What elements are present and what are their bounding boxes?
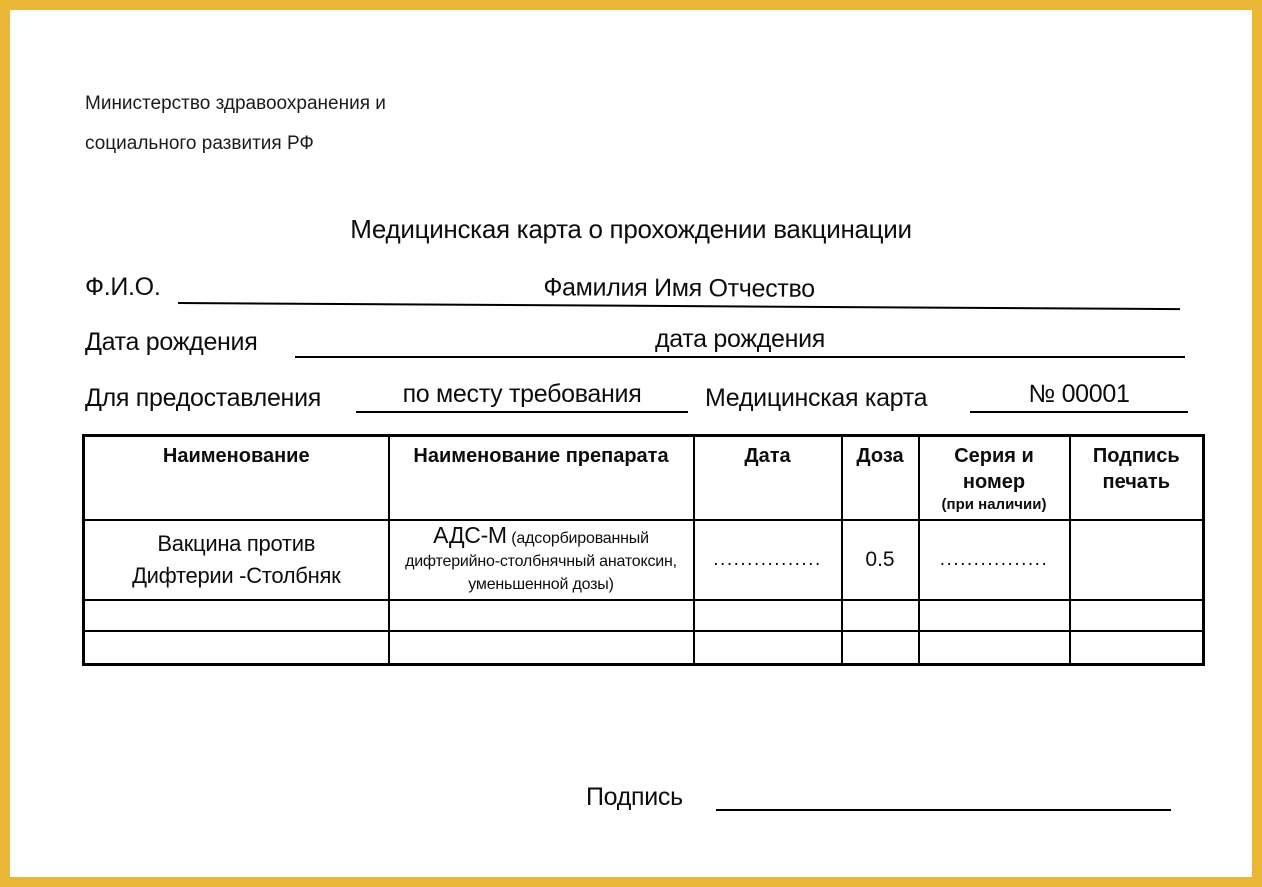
cell-vaccine-name (84, 520, 389, 600)
empty-cell-series[interactable] (919, 631, 1070, 665)
vaccination-table (82, 434, 1205, 666)
birth-date-input-line[interactable] (295, 325, 1185, 358)
table-row-vaccine (84, 520, 1204, 600)
cell-date[interactable]: ................ (694, 520, 842, 600)
vaccine-name-line-2: Дифтерии -Столбняк (132, 562, 341, 588)
fio-input-line[interactable] (178, 270, 1180, 310)
header-dose (842, 436, 919, 520)
header-date (694, 436, 842, 520)
header-drug-label: Наименование препарата (413, 445, 669, 467)
signature-input-line[interactable] (716, 778, 1171, 811)
provided-for-input-line[interactable] (356, 381, 688, 413)
card-number-input-line[interactable] (970, 381, 1188, 413)
empty-cell-drug[interactable] (389, 600, 694, 631)
header-name (84, 436, 389, 520)
empty-cell-series[interactable] (919, 600, 1070, 631)
document-title: Медицинская карта о прохождении вакцинации (350, 214, 912, 244)
vaccine-name-line-1: Вакцина против (157, 530, 316, 556)
header-series-line-1: Серия и (954, 445, 1034, 467)
drug-name: АДС-М (433, 521, 507, 548)
signature-label: Подпись (586, 783, 683, 811)
drug-description: (адсорбированный дифтерийно-столбнячный анатоксин, уменьшенной дозы) (405, 529, 677, 593)
header-signature-line-2: печать (1102, 471, 1171, 493)
provided-for-value: по месту требования (402, 380, 642, 408)
cell-series[interactable]: ................ (919, 520, 1070, 600)
header-series-note: (при наличии) (941, 496, 1047, 513)
fio-value: Фамилия Имя Отчество (543, 273, 815, 303)
cell-dose: 0.5 (842, 520, 919, 600)
empty-cell-name[interactable] (84, 631, 389, 665)
cell-drug-name (389, 520, 694, 600)
table-header-row (84, 436, 1204, 520)
ministry-line-1: Министерство здравоохранения и (85, 93, 386, 114)
empty-cell-dose[interactable] (842, 600, 919, 631)
empty-cell-date[interactable] (694, 631, 842, 665)
birth-date-value: дата рождения (654, 325, 826, 353)
empty-cell-name[interactable] (84, 600, 389, 631)
header-signature-line-1: Подпись (1092, 445, 1180, 467)
medical-card-label: Медицинская карта (705, 384, 928, 412)
cell-signature-stamp[interactable] (1070, 520, 1204, 600)
header-name-label: Наименование (162, 445, 310, 467)
header-series-line-2: номер (962, 471, 1026, 493)
empty-cell-dose[interactable] (842, 631, 919, 665)
header-signature (1070, 436, 1204, 520)
header-date-label: Дата (744, 445, 791, 467)
empty-cell-drug[interactable] (389, 631, 694, 665)
birth-date-label: Дата рождения (85, 328, 258, 356)
empty-cell-signature[interactable] (1070, 600, 1204, 631)
header-dose-label: Доза (856, 445, 904, 467)
ministry-header (85, 84, 386, 164)
table-row-empty (84, 600, 1204, 631)
card-number-value: № 00001 (1028, 380, 1130, 408)
provided-for-label: Для предоставления (85, 384, 321, 412)
header-drug (389, 436, 694, 520)
fio-label: Ф.И.О. (85, 273, 161, 301)
ministry-line-2: социального развития РФ (85, 133, 314, 154)
empty-cell-signature[interactable] (1070, 631, 1204, 665)
empty-cell-date[interactable] (694, 600, 842, 631)
header-series (919, 436, 1070, 520)
table-row-empty (84, 631, 1204, 665)
